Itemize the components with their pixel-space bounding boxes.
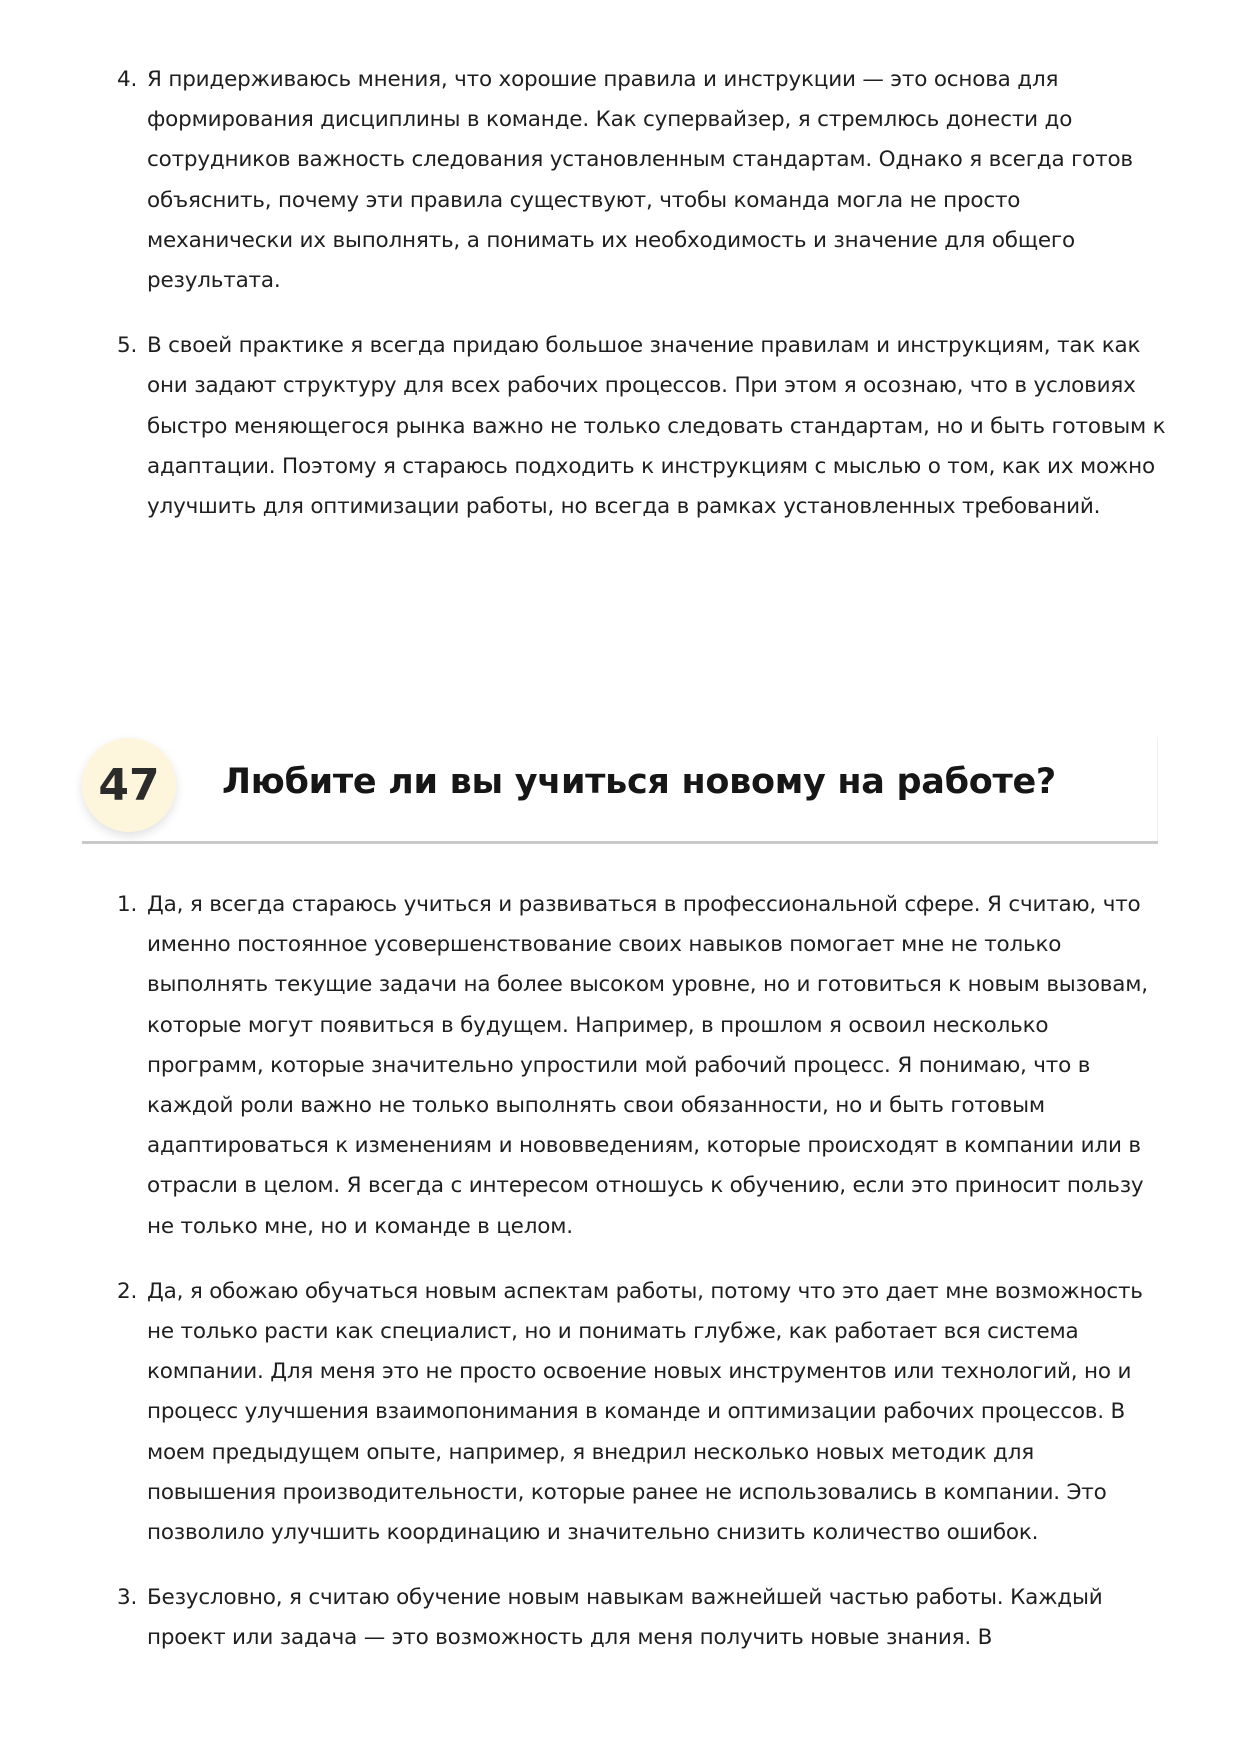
header-divider [82, 841, 1158, 844]
list-item-number: 2. [117, 1278, 138, 1304]
question-header [82, 738, 1158, 844]
list-item-number: 3. [117, 1585, 138, 1611]
list-item-text: Безусловно, я считаю обучение новым навыкам важнейшей частью работы. Каждый проект или задача — это возможность для меня получить новые знания. В [147, 1585, 1103, 1651]
list-item-text: Да, я обожаю обучаться новым аспектам работы, потому что это дает мне возможность не только расти как специалист, но и понимать глубже, как работает вся система компании. Для меня это не просто освоение новых инструментов или технологий, но и процесс улучшения взаимопонимания в команде и оптимизации рабочих процессов. В моем предыдущем опыте, например, я внедрил несколько новых методик для повышения производительности, которые ранее не использовались в компании. Это позволило улучшить координацию и значительно снизить количество ошибок. [147, 1278, 1143, 1546]
list-item [117, 1272, 1167, 1553]
list-item [117, 1578, 1167, 1658]
list-item-number: 5. [117, 333, 138, 359]
question-number: 47 [98, 759, 160, 811]
list-item-text: Да, я всегда стараюсь учиться и развиваться в профессиональной сфере. Я считаю, что именно постоянное усовершенствование своих навыков помогает мне не только выполнять текущие задачи на более высоком уровне, но и готовиться к новым вызовам, которые могут появиться в будущем. Например, в прошлом я освоил несколько программ, которые значительно упростили мой рабочий процесс. Я понимаю, что в каждой роли важно не только выполнять свои обязанности, но и быть готовым адаптироваться к изменениям и нововведениям, которые происходят в компании или в отрасли в целом. Я всегда с интересом отношусь к обучению, если это приносит пользу не только мне, но и команде в целом. [147, 892, 1148, 1239]
list-item-text: В своей практике я всегда придаю большое значение правилам и инструкциям, так как они задают структуру для всех рабочих процессов. При этом я осознаю, что в условиях быстро меняющегося рынка важно не только следовать стандартам, но и быть готовым к адаптации. Поэтому я стараюсь подходить к инструкциям с мыслью о том, как их можно улучшить для оптимизации работы, но всегда в рамках установленных требований. [147, 333, 1166, 520]
list-item-number: 1. [117, 892, 138, 917]
list-item-text: Я придерживаюсь мнения, что хорошие правила и инструкции — это основа для формирования дисциплины в команде. Как супервайзер, я стремлюсь донести до сотрудников важность следования установленным стандартам. Однако я всегда готов объяснить, почему эти правила существуют, чтобы команда могла не просто механически их выполнять, а понимать их необходимость и значение для общего результата. [147, 67, 1133, 294]
answer-list-previous [117, 60, 1167, 552]
list-item [117, 60, 1167, 301]
list-item [117, 326, 1167, 527]
answer-list [117, 885, 1167, 1684]
question-title: Любите ли вы учиться новому на работе? [222, 762, 1056, 802]
question-number-badge [82, 738, 176, 832]
header-edge [1157, 738, 1158, 841]
list-item-number: 4. [117, 67, 138, 92]
list-item [117, 885, 1167, 1247]
